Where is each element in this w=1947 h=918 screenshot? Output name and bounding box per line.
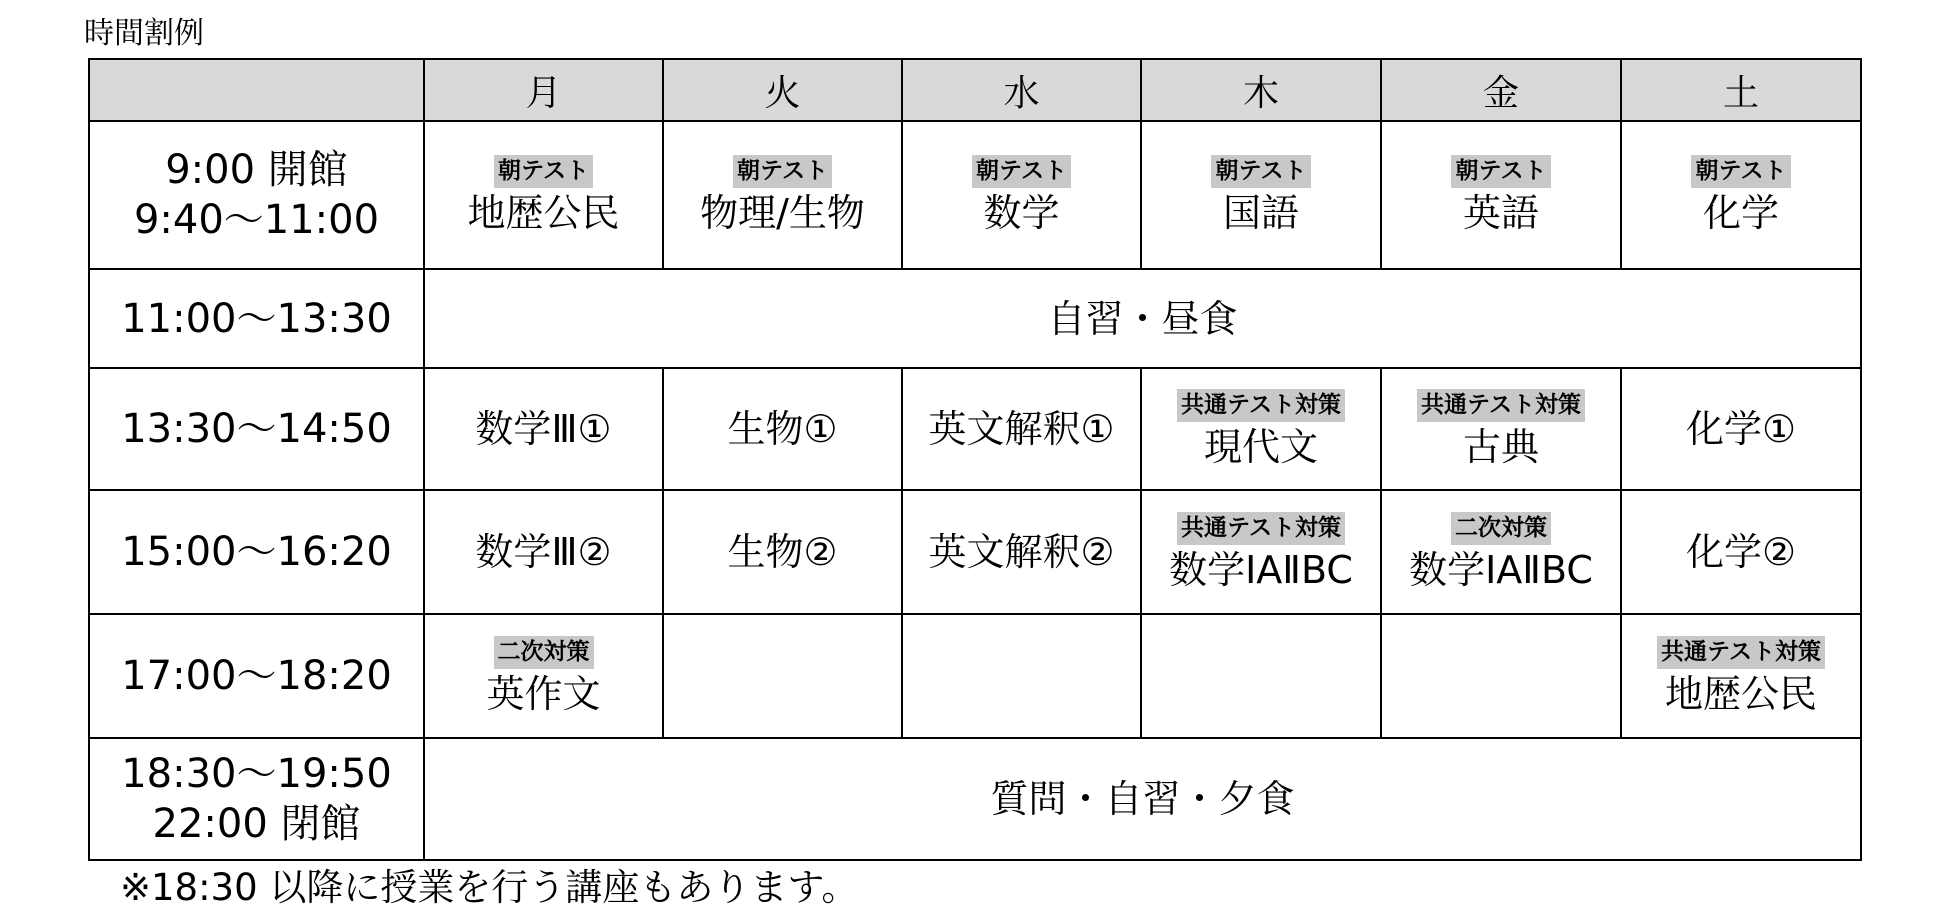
subject-label: 国語 <box>1222 190 1299 235</box>
time-slot-line: 17:00～18:20 <box>121 653 392 699</box>
schedule-cell <box>424 368 663 490</box>
header-day-thu: 木 <box>1141 59 1381 121</box>
time-slot-cell <box>89 269 424 368</box>
table-row <box>89 269 1861 368</box>
session-tag: 朝テスト <box>494 155 593 188</box>
time-slot-cell <box>89 368 424 490</box>
schedule-cell <box>1141 121 1381 269</box>
time-slot-line: 18:30～19:50 <box>121 751 392 797</box>
session-tag: 共通テスト対策 <box>1177 512 1345 545</box>
schedule-cell-empty <box>1141 614 1381 738</box>
schedule-cell <box>1621 614 1861 738</box>
schedule-cell <box>1141 490 1381 614</box>
schedule-cell <box>1381 121 1621 269</box>
header-day-mon: 月 <box>424 59 663 121</box>
schedule-cell <box>902 490 1141 614</box>
span-activity-cell: 質問・自習・夕食 <box>424 738 1861 860</box>
session-tag: 朝テスト <box>972 155 1071 188</box>
subject-label: 数学 <box>983 190 1060 235</box>
time-slot-line: 11:00～13:30 <box>121 295 392 342</box>
schedule-cell-empty <box>1381 614 1621 738</box>
schedule-cell <box>663 490 902 614</box>
schedule-cell <box>424 614 663 738</box>
schedule-cell-empty <box>902 614 1141 738</box>
time-slot-line: 13:30～14:50 <box>121 406 392 452</box>
schedule-cell <box>663 368 902 490</box>
header-day-tue: 火 <box>663 59 902 121</box>
header-corner-cell <box>89 59 424 121</box>
time-slot-cell <box>89 738 424 860</box>
header-row <box>89 59 1861 121</box>
subject-label: 化学① <box>1685 407 1797 451</box>
schedule-cell <box>902 368 1141 490</box>
header-day-wed: 水 <box>902 59 1141 121</box>
schedule-cell <box>1621 490 1861 614</box>
subject-label: 数学ⅠAⅡBC <box>1169 547 1353 592</box>
schedule-cell <box>663 121 902 269</box>
subject-label: 化学 <box>1702 190 1779 235</box>
session-tag: 朝テスト <box>1211 155 1310 188</box>
schedule-cell <box>1621 368 1861 490</box>
subject-label: 数学Ⅲ① <box>475 407 612 451</box>
table-row <box>89 614 1861 738</box>
document-title: 時間割例 <box>84 16 204 51</box>
schedule-cell <box>902 121 1141 269</box>
time-slot-line: 22:00 閉館 <box>152 801 361 847</box>
table-row <box>89 121 1861 269</box>
time-slot-cell <box>89 490 424 614</box>
subject-label: 生物① <box>727 407 838 451</box>
schedule-cell-empty <box>663 614 902 738</box>
subject-label: 数学Ⅲ② <box>475 530 612 574</box>
timetable <box>88 58 1862 861</box>
span-activity-cell: 自習・昼食 <box>424 269 1861 368</box>
session-tag: 朝テスト <box>1451 155 1550 188</box>
subject-label: 物理/生物 <box>700 190 865 235</box>
table-row <box>89 738 1861 860</box>
subject-label: 古典 <box>1462 424 1539 469</box>
schedule-cell <box>1381 490 1621 614</box>
session-tag: 共通テスト対策 <box>1417 389 1585 422</box>
session-tag: 共通テスト対策 <box>1177 389 1345 422</box>
subject-label: 英文解釈② <box>928 530 1115 574</box>
schedule-cell <box>424 490 663 614</box>
time-slot-line: 15:00～16:20 <box>121 529 392 575</box>
time-slot-cell <box>89 614 424 738</box>
subject-label: 地歴公民 <box>1664 671 1817 716</box>
session-tag: 朝テスト <box>1691 155 1790 188</box>
time-slot-cell <box>89 121 424 269</box>
subject-label: 英文解釈① <box>928 407 1115 451</box>
schedule-cell <box>1381 368 1621 490</box>
header-day-fri: 金 <box>1381 59 1621 121</box>
session-tag: 二次対策 <box>494 636 594 669</box>
time-slot-line: 9:00 開館 <box>165 147 348 193</box>
schedule-cell <box>424 121 663 269</box>
session-tag: 朝テスト <box>733 155 832 188</box>
table-row <box>89 490 1861 614</box>
header-day-sat: 土 <box>1621 59 1861 121</box>
session-tag: 二次対策 <box>1451 512 1551 545</box>
schedule-cell <box>1621 121 1861 269</box>
footnote: ※18:30 以降に授業を行う講座もあります。 <box>120 866 859 909</box>
schedule-cell <box>1141 368 1381 490</box>
subject-label: 地歴公民 <box>467 190 620 235</box>
subject-label: 英語 <box>1462 190 1539 235</box>
subject-label: 生物② <box>727 530 838 574</box>
table-row <box>89 368 1861 490</box>
subject-label: 数学ⅠAⅡBC <box>1409 547 1593 592</box>
subject-label: 化学② <box>1685 530 1797 574</box>
time-slot-line: 9:40～11:00 <box>133 197 380 243</box>
subject-label: 英作文 <box>486 671 601 716</box>
session-tag: 共通テスト対策 <box>1657 636 1825 669</box>
subject-label: 現代文 <box>1203 424 1318 469</box>
